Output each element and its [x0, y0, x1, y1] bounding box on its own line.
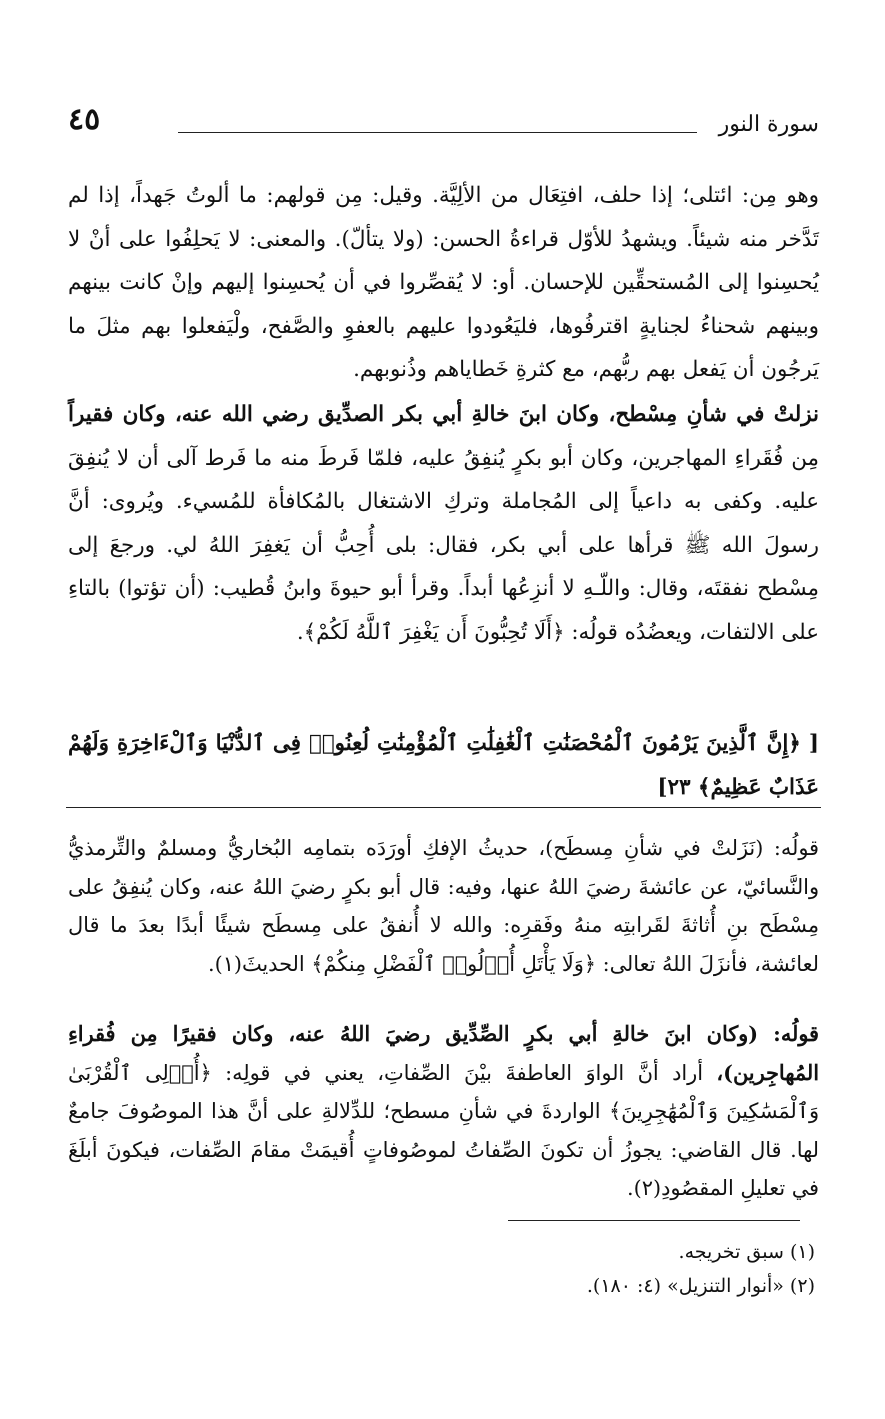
commentary-paragraph-1 — [68, 829, 819, 983]
text-line: وهو مِن: ائتلى؛ إذا حلف، افتِعَال من الألِيَّة. وقيل: مِن قولهم: ما ألوتُ جَهداً، — [129, 183, 819, 208]
running-header — [68, 104, 819, 148]
footnote-separator — [508, 1220, 800, 1221]
footnote-1: (١) سبق تخريجه. — [678, 1241, 815, 1263]
commentary-separator — [66, 807, 821, 808]
text-line: أنْ لا يُحسِنوا إلى المُستحقِّين للإحسان. أو: لا يُقصِّروا في أن يُحسِنوا إليهم وإنْ كانت — [68, 226, 819, 295]
verse-line: [ ﴿إِنَّ ٱلَّذِينَ يَرْمُونَ ٱلْمُحْصَنَٰتِ ٱلْغَٰفِلَٰتِ ٱلْمُؤْمِنَٰتِ لُعِنُوا۟ فِى ٱلدُّنْيَا وَٱلْءَاخِرَةِ وَلَهُمْ عَذَابٌ — [68, 731, 819, 800]
page-number: ٤٥ — [68, 102, 101, 137]
main-paragraph-2 — [68, 393, 819, 654]
text-line: الواردةَ في شأنِ مسطح؛ للدِّلالةِ على أنَّ هذا الموصُوفَ جامعٌ لها. قال القاضي: يجوزُ أن — [68, 1099, 819, 1162]
text-line: تكونَ الصِّفاتُ لموصُوفاتٍ أُقيمَتْ مقامَ الصِّفات، فيكونَ أبلَغَ في تعليلِ المقصُودِ(٢). — [68, 1137, 819, 1200]
text-line: نزلتْ في شأنِ مِسْطح، وكان ابنَ خالةِ أبي بكر الصدِّيق رضي الله عنه، وكان فقيراً — [68, 402, 819, 427]
text-line: الالتفات، ويعضُدُه قولُه: ﴿أَلَا تُحِبُّونَ أَن يَغْفِرَ ٱللَّهُ لَكُمْ﴾. — [296, 619, 775, 645]
text-line: قولُه: (نَزَلتْ في شأنِ مِسطَح)، حديثُ الإفكِ أورَدَه بتمامِه البُخاريُّ ومسلمٌ والتِّرمذيُّ — [68, 836, 819, 860]
text-line: بينهم وبينهم شحناءُ لجنايةٍ اقترفُوها، فليَعُودوا عليهم بالعفوِ والصَّفح، ولْيَفعلوا بهم — [68, 270, 819, 339]
verse-line: عَظِيمٌ﴾ ٢٣] — [657, 774, 762, 800]
main-paragraph-1 — [68, 174, 819, 392]
header-rule — [178, 132, 697, 133]
text-line: مِسْطَح بنِ أُثاثةَ لقَرابتِه منهُ وفَقرِه: والله لا أُنفقُ على مِسطَح شيئًا أبدًا بعدَ ما قال لعائشة، — [68, 913, 819, 976]
text-line: قولُه: (وكان ابنَ خالةِ أبي بكرٍ الصِّدِّيق رضيَ اللهُ عنه، وكان فقيرًا مِن فُقراءِ المُهاجِرين)، — [68, 1021, 819, 1085]
text-line: أراد أنَّ الواوَ العاطفةَ بيْنَ الصِّفاتِ، يعني في قولِه: ﴿أُو۟لِى ٱلْقُرْبَىٰ وَٱلْمَسَٰكِينَ وَٱلْمُهَٰجِرِينَ﴾ — [68, 1060, 819, 1123]
text-line: مِن فُقَراءِ المهاجرين، وكان أبو بكرٍ يُنفِقُ عليه، فلمّا فَرطَ منه ما فَرط آلى أن لا يُنفِقَ — [68, 445, 819, 471]
text-line: نفقتَه، وقال: واللّـهِ لا أنزِعُها أبداً. وقرأ أبو حيوةَ وابنُ قُطيب: (أن تؤتوا) بالتاءِ على — [68, 576, 819, 645]
text-line: رسولَ الله ﷺ قرأها على أبي بكر، فقال: بلى أُحِبُّ أن يَغفِرَ اللهُ لي. ورجعَ إلى مِسْطح — [68, 532, 819, 601]
text-line: عليه. وكفى به داعياً إلى المُجاملة وتركِ الاشتغال بالمُكافأة للمُسيء. ويُروى: أنَّ — [68, 489, 819, 514]
commentary-paragraph-2 — [68, 1015, 819, 1208]
text-line: إذا لم تَدَّخر منه شيئاً. ويشهدُ للأوّل قراءةُ الحسن: (ولا يتألّ). والمعنى: لا يَحلِفُوا على — [68, 183, 819, 252]
text-line: فأنزَلَ اللهُ تعالى: ﴿وَلَا يَأْتَلِ أُو۟لُوا۟ ٱلْفَضْلِ مِنكُمْ﴾ الحديثَ(١). — [207, 951, 748, 976]
text-line: مثلَ ما يَرجُون أن يَفعل بهم ربُّهم، مع كثرةِ خَطاياهم وذُنوبهم. — [68, 313, 819, 382]
surah-title: سورة النور — [718, 112, 819, 137]
footnote-2: (٢) «أنوار التنزيل» (٤: ١٨٠). — [586, 1275, 815, 1297]
text-line: والنَّسائيّ، عن عائشةَ رضيَ اللهُ عنها، وفيه: قال أبو بكرٍ رضيَ اللهُ عنه، وكان يُنفِقُ على — [68, 874, 819, 899]
quran-verse — [68, 722, 819, 809]
